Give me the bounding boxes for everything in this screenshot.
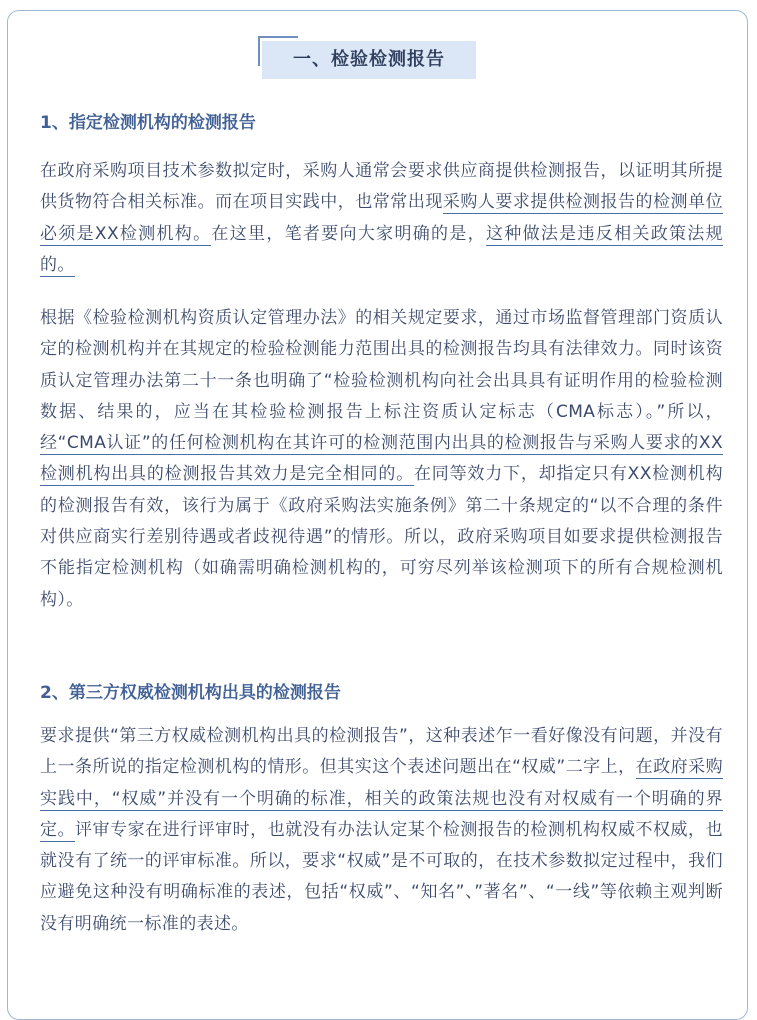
paragraph-text: 在同等效力下，却指定只有XX检测机构的检测报告有效，该行为属于《政府采购法实施条例》第二十条规定的“以不合理的条件对供应商实行差别待遇或者歧视待遇”的情形。所以，政府采购项目如要求提供检测报告不能指定检测机构（如确需明确检测机构的，可穷尽列举该检测项下的所有合规检测机构）。 bbox=[40, 464, 723, 610]
underlined-emphasis: 采购人要求提供检测报告的检测单位必须是XX检测机构。 bbox=[40, 192, 723, 244]
subsection-heading-1: 1、指定检测机构的检测报告 bbox=[40, 113, 256, 133]
underlined-emphasis: 这种做法是违反相关政策法规的。 bbox=[40, 223, 724, 275]
underlined-emphasis: 在政府采购实践中，“权威”并没有一个明确的标准，相关的政策法规也没有对权威有一个明确的界定。 bbox=[40, 757, 724, 840]
underlined-emphasis: 经“CMA认证”的任何检测机构在其许可的检测范围内出具的检测报告与采购人要求的XX检测机构出具的检测报告其效力是完全相同的。 bbox=[40, 433, 723, 485]
paragraph-3 bbox=[40, 721, 723, 940]
subsection-heading-2: 2、第三方权威检测机构出具的检测报告 bbox=[40, 683, 341, 703]
paragraph-text: 要求提供“第三方权威检测机构出具的检测报告”，这种表述乍一看好像没有问题，并没有上一条所说的指定检测机构的情形。但其实这个表述问题出在“权威”二字上， bbox=[40, 726, 723, 778]
section-title bbox=[258, 36, 476, 80]
section-title-text: 一、检验检测报告 bbox=[262, 41, 476, 79]
paragraph-2 bbox=[40, 303, 723, 616]
paragraph-text: 在这里，笔者要向大家明确的是， bbox=[211, 223, 486, 244]
paragraph-text: 在政府采购项目技术参数拟定时，采购人通常会要求供应商提供检测报告，以证明其所提供货物符合相关标准。而在项目实践中，也常常出现 bbox=[40, 161, 723, 213]
paragraph-1 bbox=[40, 156, 723, 281]
paragraph-text: 评审专家在进行评审时，也就没有办法认定某个检测报告的检测机构权威不权威，也就没有了统一的评审标准。所以，要求“权威”是不可取的，在技术参数拟定过程中，我们应避免这种没有明确标准的表述，包括“权威”、“知名”、”著名”、“一线”等依赖主观判断没有明确统一标准的表述。 bbox=[40, 819, 723, 934]
paragraph-text: 根据《检验检测机构资质认定管理办法》的相关规定要求，通过市场监督管理部门资质认定的检测机构并在其规定的检验检测能力范围出具的检测报告均具有法律效力。同时该资质认定管理办法第二十一条也明确了“检验检测机构向社会出具具有证明作用的检验检测数据、结果的，应当在其检验检测报告上标注资质认定标志（CMA标志）。”所以， bbox=[40, 308, 723, 422]
